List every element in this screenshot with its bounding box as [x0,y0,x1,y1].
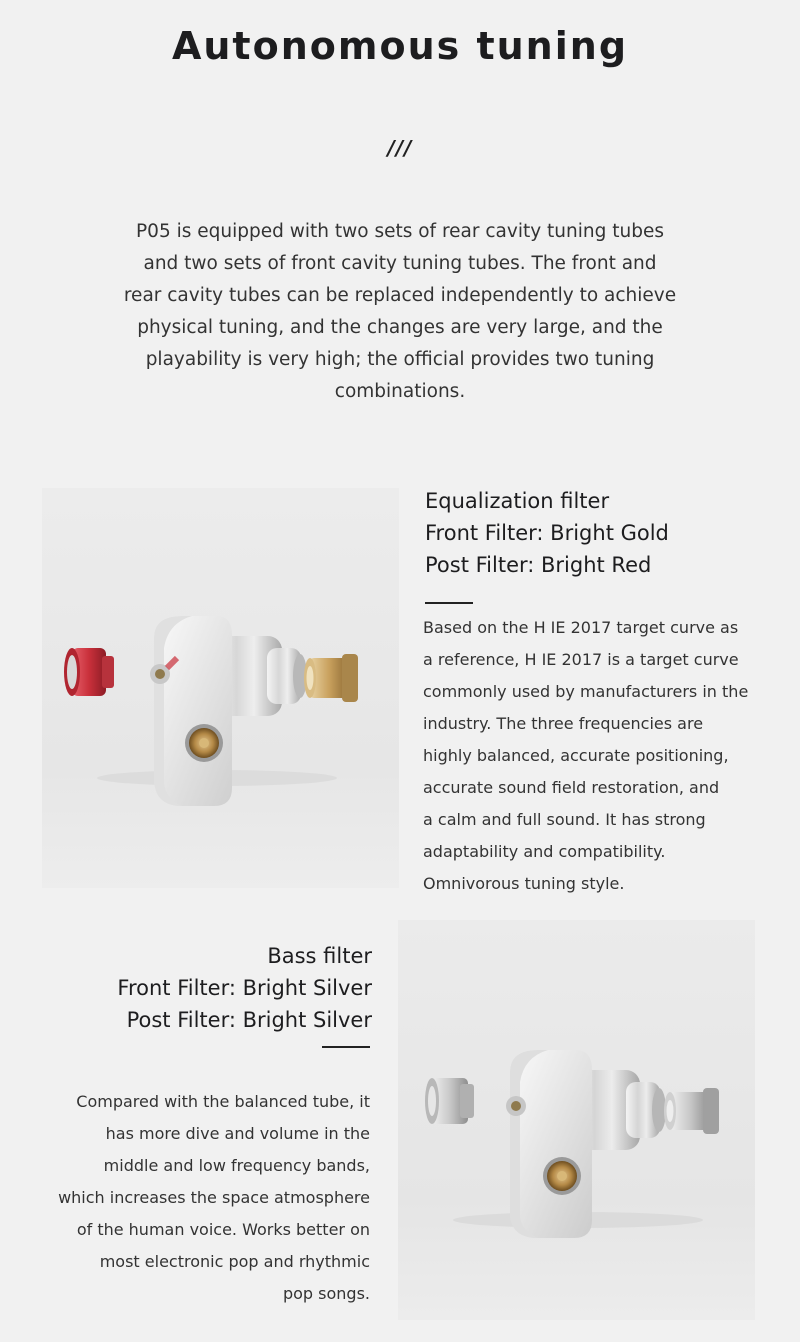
heading-line: Front Filter: Bright Silver [117,976,372,1000]
equalization-filter-product-image [42,488,399,888]
intro-line: rear cavity tubes can be replaced independently to achieve [123,285,677,306]
intro-line: and two sets of front cavity tuning tubes. The front and [143,253,657,274]
body-line: Compared with the balanced tube, it [76,1092,370,1111]
body-line: industry. The three frequencies are [423,714,704,733]
body-line: of the human voice. Works better on [76,1220,370,1239]
body-line: which increases the space atmosphere [58,1188,370,1207]
bass-filter-product-image [398,920,755,1320]
body-line: adaptability and compatibility. [423,842,666,861]
page-title: Autonomous tuning [171,24,629,68]
intro-line: P05 is equipped with two sets of rear cavity tuning tubes [136,221,664,242]
heading-line: Post Filter: Bright Red [425,553,652,577]
body-line: accurate sound field restoration, and [423,778,720,797]
body-line: a reference, H IE 2017 is a target curve [423,650,739,669]
equalization-filter-heading [425,485,669,581]
body-line: middle and low frequency bands, [103,1156,370,1175]
silver-front-filter-icon [425,1078,474,1124]
silver-post-filter-icon [664,1088,719,1134]
bass-filter-heading [117,940,372,1036]
body-line: pop songs. [282,1284,370,1303]
gold-filter-icon [304,654,358,702]
body-line: most electronic pop and rhythmic [99,1252,370,1271]
heading-line: Bass filter [267,944,372,968]
body-line: Omnivorous tuning style. [423,874,625,893]
intro-line: playability is very high; the official provides two tuning [145,349,655,370]
body-line: a calm and full sound. It has strong [423,810,706,829]
intro-line: combinations. [334,381,466,402]
body-line: Based on the H IE 2017 target curve as [423,618,739,637]
heading-line: Equalization filter [425,489,610,513]
heading-line: Front Filter: Bright Gold [425,521,669,545]
intro-line: physical tuning, and the changes are very large, and the [137,317,663,338]
body-line: commonly used by manufacturers in the [423,682,749,701]
intro-paragraph [100,216,700,408]
heading-line: Post Filter: Bright Silver [126,1008,372,1032]
section-rule [425,602,473,604]
bass-filter-description [58,1086,370,1310]
body-line: has more dive and volume in the [105,1124,370,1143]
equalization-filter-description [423,612,748,900]
body-line: highly balanced, accurate positioning, [423,746,729,765]
section-rule [322,1046,370,1048]
decorative-divider: /// [387,136,413,160]
